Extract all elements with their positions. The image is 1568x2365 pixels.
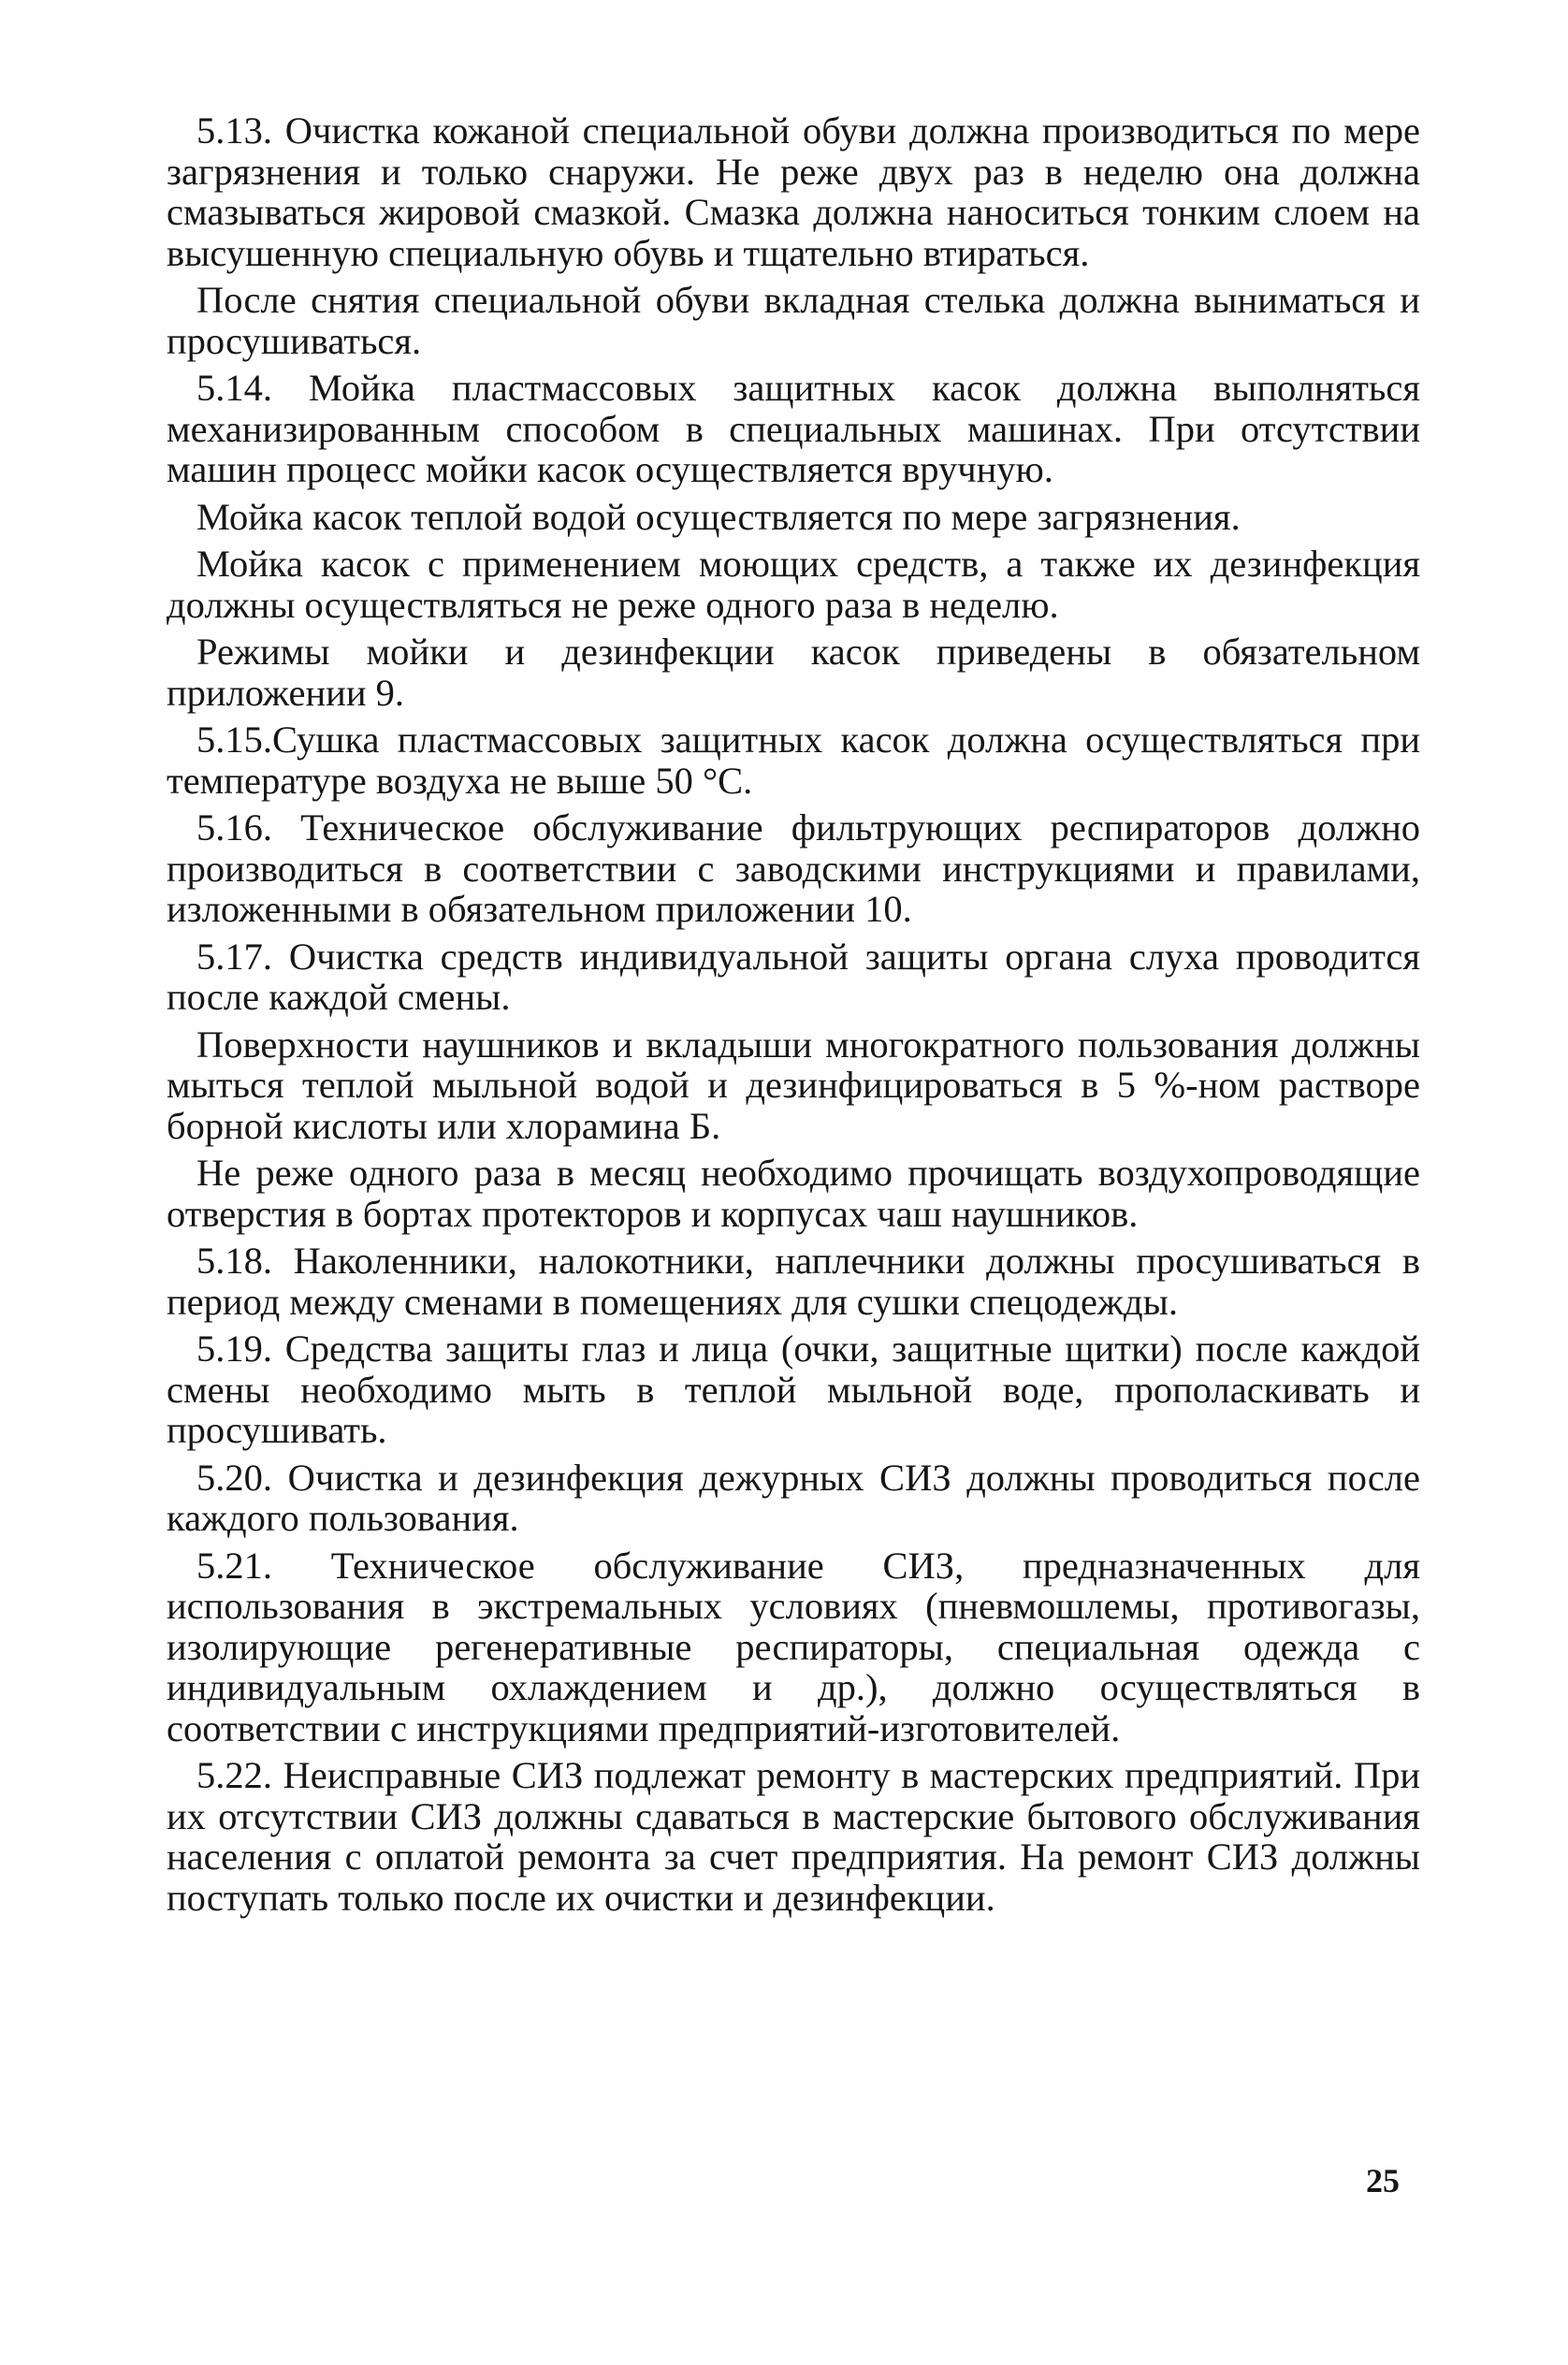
paragraph-5-17: 5.17. Очистка средств индивидуальной защиты органа слуха проводится после каждой смены.: [167, 935, 1420, 1018]
paragraph-5-14-modes: Режимы мойки и дезинфекции касок приведены в обязательном приложении 9.: [167, 631, 1420, 714]
paragraph-5-19: 5.19. Средства защиты глаз и лица (очки, защитные щитки) после каждой смены необходимо мыть в теплой мыльной воде, прополаскивать и просушивать.: [167, 1328, 1420, 1451]
body-text: [167, 110, 1420, 1924]
paragraph-5-14-detergents: Мойка касок с применением моющих средств, а также их дезинфекция должны осуществляться не реже одного раза в неделю.: [167, 543, 1420, 626]
page-number: 25: [1366, 2162, 1400, 2199]
paragraph-5-18: 5.18. Наколенники, налокотники, наплечники должны просушиваться в период между сменами в помещениях для сушки спецодежды.: [167, 1240, 1420, 1323]
paragraph-5-17-surfaces: Поверхности наушников и вкладыши многократного пользования должны мыться теплой мыльной водой и дезинфицироваться в 5 %-ном растворе борной кислоты или хлорамина Б.: [167, 1023, 1420, 1147]
paragraph-5-13: 5.13. Очистка кожаной специальной обуви должна производиться по мере загрязнения и только снаружи. Не реже двух раз в неделю она должна смазываться жировой смазкой. Смазка должна наноситься тонким слоем на высушенную специальную обувь и тщательно втираться.: [167, 109, 1420, 274]
paragraph-5-17-monthly: Не реже одного раза в месяц необходимо прочищать воздухопроводящие отверстия в бортах протекторов и корпусах чаш наушников.: [167, 1152, 1420, 1235]
paragraph-5-22: 5.22. Неисправные СИЗ подлежат ремонту в мастерских предприятий. При их отсутствии СИЗ должны сдаваться в мастерские бытового обслуживания населения с оплатой ремонта за счет предприятия. На ремонт СИЗ должны поступать только после их очистки и дезинфекции.: [167, 1754, 1420, 1919]
paragraph-5-13-insole: После снятия специальной обуви вкладная стелька должна выниматься и просушиваться.: [167, 279, 1420, 362]
paragraph-5-15: 5.15.Сушка пластмассовых защитных касок должна осуществляться при температуре воздуха не выше 50 °С.: [167, 718, 1420, 802]
paragraph-5-14-warm-water: Мойка касок теплой водой осуществляется по мере загрязнения.: [196, 495, 1241, 538]
paragraph-5-16: 5.16. Техническое обслуживание фильтрующих респираторов должно производиться в соответствии с заводскими инструкциями и правилами, изложенными в обязательном приложении 10.: [167, 806, 1420, 930]
paragraph-5-21: 5.21. Техническое обслуживание СИЗ, предназначенных для использования в экстремальных условиях (пневмошлемы, противогазы, изолирующие регенеративные респираторы, специальная одежда с индивидуальным охлаждением и др.), должно осуществляться в соответствии с инструкциями предприятий-изготовителей.: [167, 1544, 1420, 1749]
paragraph-5-20: 5.20. Очистка и дезинфекция дежурных СИЗ должны проводиться после каждого пользования.: [167, 1456, 1420, 1539]
paragraph-5-14: 5.14. Мойка пластмассовых защитных касок должна выполняться механизированным способом в специальных машинах. При отсутствии машин процесс мойки касок осуществляется вручную.: [167, 367, 1420, 490]
